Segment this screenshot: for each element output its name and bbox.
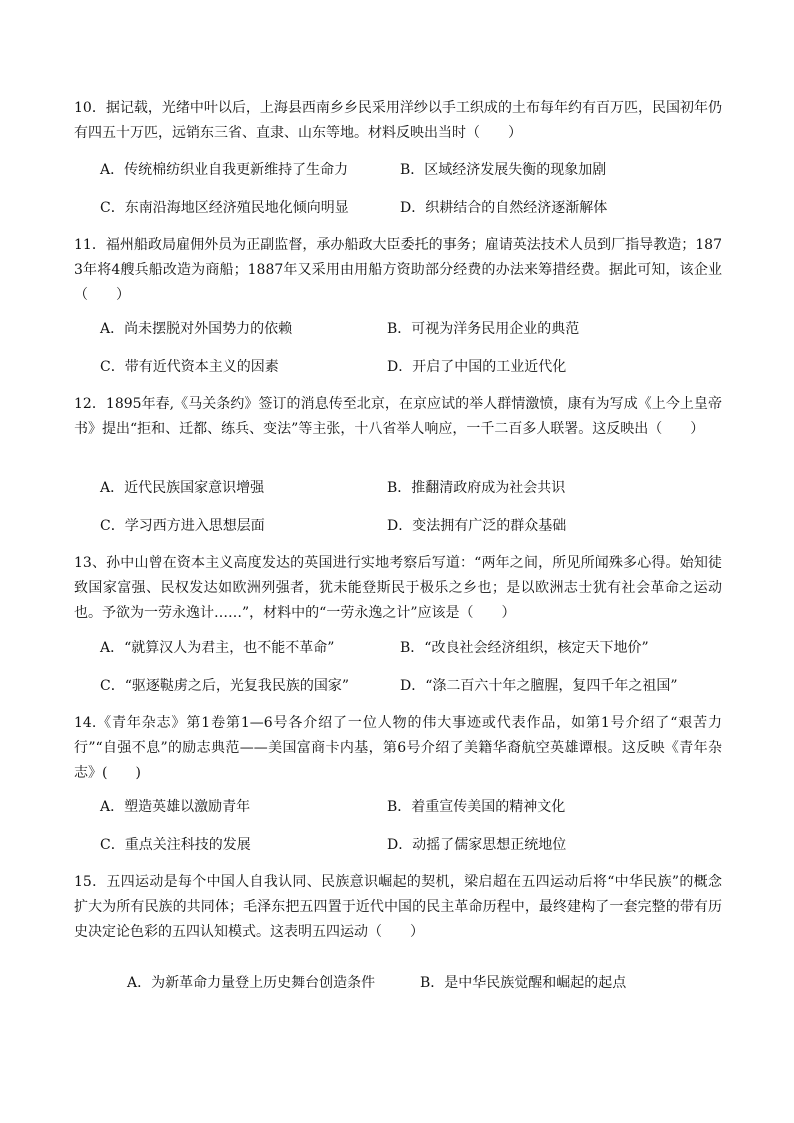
question-15-stem: 15．五四运动是每个中国人自我认同、民族意识崛起的契机，梁启超在五四运动后将“中华民族”的概念扩大为所有民族的共同体；毛泽东把五四置于近代中国的民主革命历程中，最终建构了一套完整的带有历史决定论色彩的五四认知模式。这表明五四运动（ ）: [74, 874, 722, 940]
question-15-option-b: B．是中华民族觉醒和崛起的起点: [420, 975, 627, 991]
question-11-option-c: C．带有近代资本主义的因素: [100, 359, 279, 375]
question-10-stem: 10．据记载，光绪中叶以后，上海县西南乡乡民采用洋纱以手工织成的土布每年约有百万匹，民国初年仍有四五十万匹，远销东三省、直隶、山东等地。材料反映出当时（ ）: [74, 100, 722, 141]
question-12-option-d: D．变法拥有广泛的群众基础: [387, 518, 567, 534]
question-12-option-b: B．推翻清政府成为社会共识: [387, 480, 566, 496]
question-12-option-c: C．学习西方进入思想层面: [100, 518, 265, 534]
question-10-option-b: B．区域经济发展失衡的现象加剧: [400, 162, 607, 178]
question-14-option-b: B．着重宣传美国的精神文化: [387, 799, 566, 815]
question-13-option-b: B．“改良社会经济组织，核定天下地价”: [400, 640, 649, 656]
question-15-option-a: A．为新革命力量登上历史舞台创造条件: [127, 975, 376, 991]
question-11-stem: 11．福州船政局雇佣外员为正副监督，承办船政大臣委托的事务；雇请英法技术人员到厂指导教造；1873年将4艘兵船改造为商船；1887年又采用由用船方资助部分经费的办法来筹措经费。据此可知，该企业（ ）: [74, 237, 722, 303]
question-13-option-a: A．“就算汉人为君主，也不能不革命”: [100, 640, 335, 656]
question-10-option-d: D．织耕结合的自然经济逐渐解体: [400, 200, 608, 216]
question-13-option-c: C．“驱逐鞑虏之后，光复我民族的国家”: [100, 678, 350, 694]
question-14-option-d: D．动摇了儒家思想正统地位: [387, 837, 567, 853]
question-10-option-c: C．东南沿海地区经济殖民地化倾向明显: [100, 200, 349, 216]
question-11-option-d: D．开启了中国的工业近代化: [387, 359, 567, 375]
question-12-stem: 12．1895年春,《马关条约》签订的消息传至北京，在京应试的举人群情激愤，康有为写成《上今上皇帝书》提出“拒和、迁都、练兵、变法”等主张，十八省举人响应，一千二百多人联署。这反映出（ ）: [74, 396, 722, 437]
question-14-stem: 14.《青年杂志》第1卷第1—6号各介绍了一位人物的伟大事迹或代表作品，如第1号介绍了“艰苦力行”“自强不息”的励志典范——美国富商卡内基，第6号介绍了美籍华裔航空英雄谭根。这反映《青年杂志》( ): [74, 715, 722, 781]
question-11-option-b: B．可视为洋务民用企业的典范: [387, 321, 580, 337]
question-14-option-c: C．重点关注科技的发展: [100, 837, 251, 853]
question-13-option-d: D．“涤二百六十年之膻腥，复四千年之祖国”: [400, 678, 678, 694]
question-10-option-a: A．传统棉纺织业自我更新维持了生命力: [100, 162, 349, 178]
question-12-option-a: A．近代民族国家意识增强: [100, 480, 265, 496]
question-14-option-a: A．塑造英雄以激励青年: [100, 799, 251, 815]
question-13-stem: 13、孙中山曾在资本主义高度发达的英国进行实地考察后写道：“两年之间，所见所闻殊多心得。始知徒致国家富强、民权发达如欧洲列强者，犹未能登斯民于极乐之乡也；是以欧洲志士犹有社会革命之运动也。予欲为一劳永逸计……”，材料中的“一劳永逸之计”应该是（ ）: [74, 555, 722, 621]
question-11-option-a: A．尚未摆脱对外国势力的依赖: [100, 321, 293, 337]
